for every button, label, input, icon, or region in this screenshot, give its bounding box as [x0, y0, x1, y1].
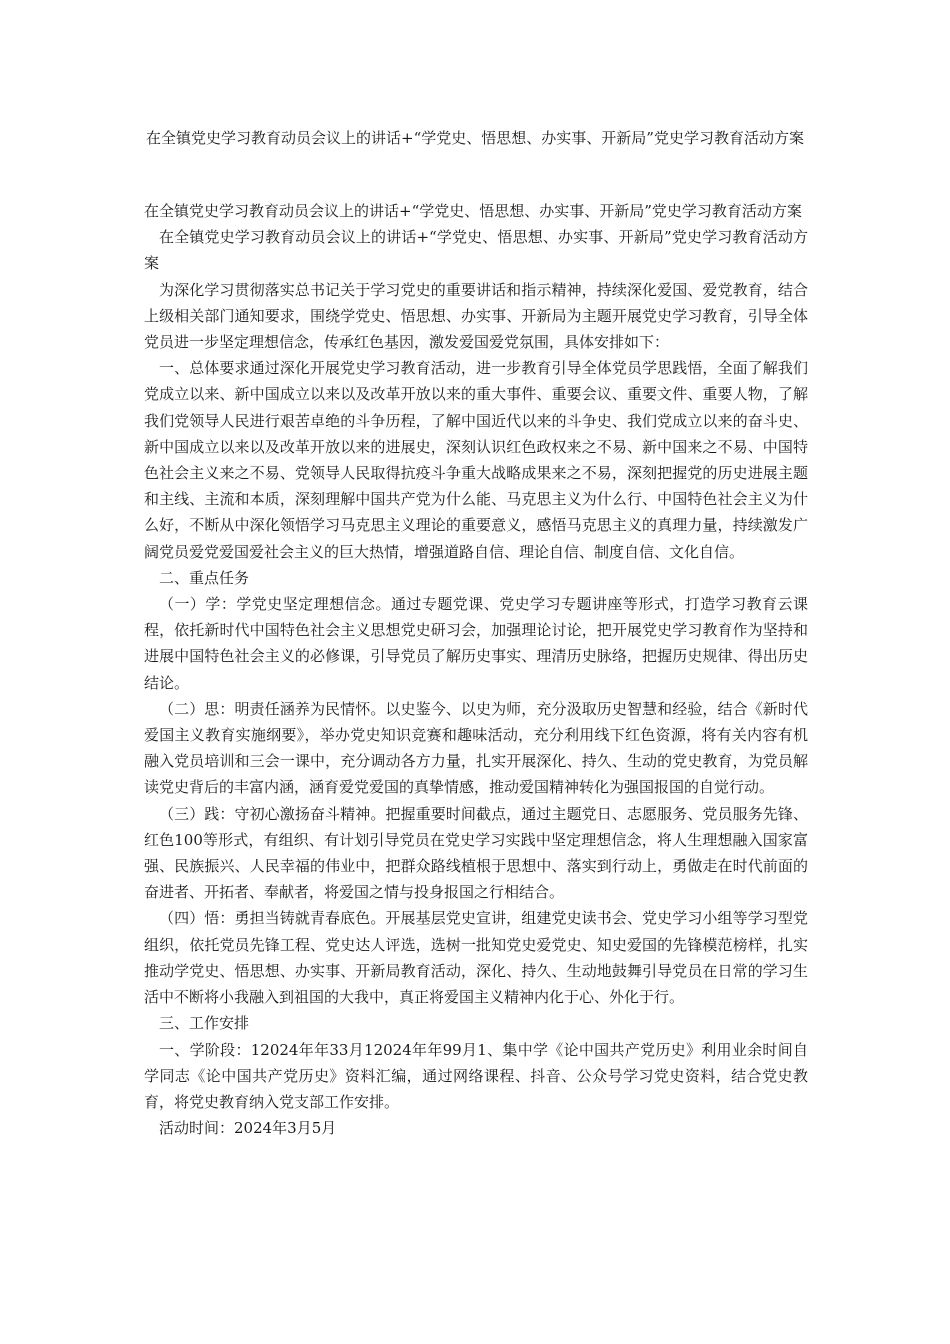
paragraph-task-understand: （四）悟：勇担当铸就青春底色。开展基层党史宣讲，组建党史读书会、党史学习小组等学习型党组织，依托党员先锋工程、党史达人评选，选树一批知党史爱党史、知史爱国的先锋模范榜样，扎实推动学党史、悟思想、办实事、开新局教育活动，深化、持久、生动地鼓舞引导党员在日常的学习生活中不断将小我融入到祖国的大我中，真正将爱国主义精神内化于心、外化于行。 [144, 909, 808, 1007]
section-heading-key-tasks: 二、重点任务 [159, 568, 250, 587]
paragraph-heading-repeat-indented: 在全镇党史学习教育动员会议上的讲话+“学党史、悟思想、办实事、开新局”党史学习教育活动方案 [144, 228, 808, 273]
paragraph-heading-repeat: 在全镇党史学习教育动员会议上的讲话+“学党史、悟思想、办实事、开新局”党史学习教育活动方案 [144, 202, 802, 220]
paragraph-task-think: （二）思：明责任涵养为民情怀。以史鉴今、以史为师，充分汲取历史智慧和经验，结合《新时代爱国主义教育实施纲要》，举办党史知识竞赛和趣味活动，充分利用线下红色资源，将有关内容有机融入党员培训和三会一课中，充分调动各方力量，扎实开展深化、持久、生动的党史教育，为党员解读党史背后的丰富内涵，涵育爱党爱国的真挚情感，推动爱国精神转化为强国报国的自觉行动。 [144, 699, 808, 797]
paragraph-intro: 为深化学习贯彻落实总书记关于学习党史的重要讲话和指示精神，持续深化爱国、爱党教育，结合上级相关部门通知要求，围绕学党史、悟思想、办实事、开新局为主题开展党史学习教育，引导全体党员进一步坚定理想信念，传承红色基因，激发爱国爱党氛围，具体安排如下： [144, 280, 808, 352]
paragraph-general-requirements: 一、总体要求通过深化开展党史学习教育活动，进一步教育引导全体党员学思践悟，全面了解我们党成立以来、新中国成立以来以及改革开放以来的重大事件、重要会议、重要文件、重要人物，了解我们党领导人民进行艰苦卓绝的斗争历程，了解中国近代以来的斗争史、我们党成立以来的奋斗史、新中国成立以来以及改革开放以来的进展史，深刻认识红色政权来之不易、新中国来之不易、中国特色社会主义来之不易、党领导人民取得抗疫斗争重大战略成果来之不易，深刻把握党的历史进展主题和主线、主流和本质，深刻理解中国共产党为什么能、马克思主义为什么行、中国特色社会主义为什么好，不断从中深化领悟学习马克思主义理论的重要意义，感悟马克思主义的真理力量，持续激发广阔党员爱党爱国爱社会主义的巨大热情，增强道路自信、理论自信、制度自信、文化自信。 [144, 359, 808, 561]
paragraph-task-learn: （一）学：学党史坚定理想信念。通过专题党课、党史学习专题讲座等形式，打造学习教育云课程，依托新时代中国特色社会主义思想党史研习会，加强理论讨论，把开展党史学习教育作为坚持和进展中国特色社会主义的必修课，引导党员了解历史事实、理清历史脉络，把握历史规律、得出历史结论。 [144, 595, 808, 692]
section-heading-work-arrangement: 三、工作安排 [159, 1014, 250, 1033]
paragraph-task-practice: （三）践：守初心激扬奋斗精神。把握重要时间截点，通过主题党日、志愿服务、党员服务先锋、红色100等形式，有组织、有计划引导党员在党史学习实践中坚定理想信念，将人生理想融入国家富强、民族振兴、人民幸福的伟业中，把群众路线植根于思想中、落实到行动上，勇做走在时代前面的奋进者、开拓者、奉献者，将爱国之情与投身报国之行相结合。 [144, 804, 808, 902]
document-body [144, 198, 808, 1141]
document-title: 在全镇党史学习教育动员会议上的讲话+“学党史、悟思想、办实事、开新局”党史学习教育活动方案 [146, 129, 804, 147]
paragraph-activity-time: 活动时间：2024年3月5月 [159, 1119, 337, 1138]
paragraph-learning-stage: 一、学阶段：12024年年33月12024年年99月1、集中学《论中国共产党历史》利用业余时间自学同志《论中国共产党历史》资料汇编，通过网络课程、抖音、公众号学习党史资料，结合党史教育，将党史教育纳入党支部工作安排。 [144, 1040, 808, 1111]
